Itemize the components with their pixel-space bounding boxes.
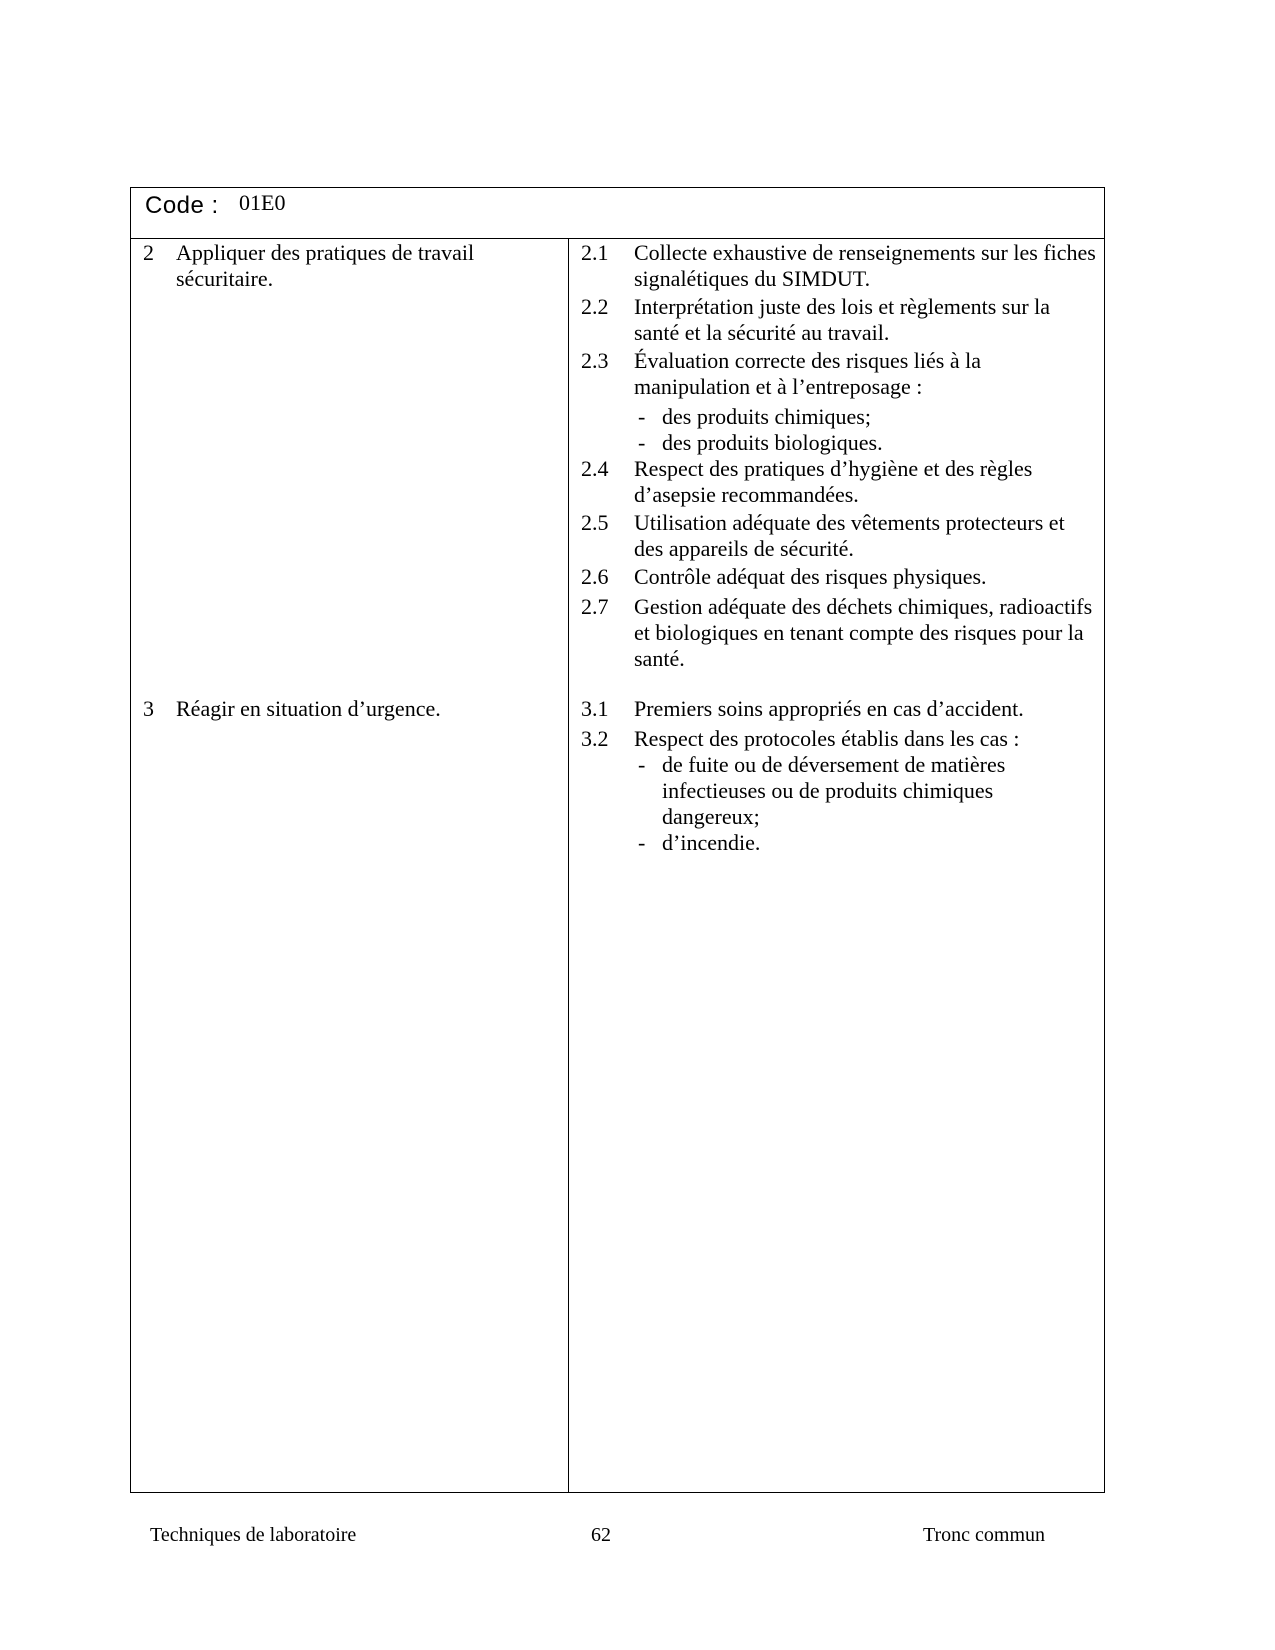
bullet-item xyxy=(634,752,1096,830)
criterion-text: Gestion adéquate des déchets chimiques, radioactifs et biologiques en tenant compte des risques pour la santé. xyxy=(634,594,1093,671)
code-row xyxy=(131,188,1104,239)
competency-number: 3 xyxy=(143,696,154,721)
bullet-item xyxy=(634,830,1096,856)
bullet-item xyxy=(634,404,1096,430)
criterion-text: Respect des pratiques d’hygiène et des règles d’asepsie recommandées. xyxy=(634,456,1033,507)
criterion-item xyxy=(581,294,1096,346)
criterion-item xyxy=(581,594,1096,672)
criterion-number: 2.6 xyxy=(581,564,609,589)
bullet-text: d’incendie. xyxy=(662,830,761,855)
bullet-dash: - xyxy=(638,430,646,455)
code-value: 01E0 xyxy=(239,190,286,215)
criterion-bullets xyxy=(634,404,1096,456)
criterion-item xyxy=(581,348,1096,456)
criterion-item xyxy=(581,456,1096,508)
competency-text: Réagir en situation d’urgence. xyxy=(176,696,441,721)
criterion-number: 2.7 xyxy=(581,594,609,619)
criterion-item xyxy=(581,696,1096,722)
criterion-number: 2.5 xyxy=(581,510,609,535)
criterion-item xyxy=(581,240,1096,292)
bullet-dash: - xyxy=(638,830,646,855)
bullet-text: des produits chimiques; xyxy=(662,404,871,429)
page-number: 62 xyxy=(591,1524,611,1546)
criterion-number: 2.1 xyxy=(581,240,609,265)
footer-section: Tronc commun xyxy=(923,1524,1046,1546)
criterion-number: 2.3 xyxy=(581,348,609,373)
competency-text: Appliquer des pratiques de travail sécuritaire. xyxy=(176,240,475,291)
bullet-text: des produits biologiques. xyxy=(662,430,883,455)
criterion-text: Respect des protocoles établis dans les cas : xyxy=(634,726,1020,751)
criterion-item xyxy=(581,510,1096,562)
criterion-text: Premiers soins appropriés en cas d’accident. xyxy=(634,696,1024,721)
bullet-item xyxy=(634,430,1096,456)
criterion-text: Interprétation juste des lois et règlements sur la santé et la sécurité au travail. xyxy=(634,294,1051,345)
criterion-bullets xyxy=(634,752,1096,856)
bullet-text: de fuite ou de déversement de matières infectieuses ou de produits chimiques dangereux; xyxy=(662,752,1006,829)
competency-item xyxy=(143,696,563,722)
competency-item xyxy=(143,240,563,292)
criterion-number: 2.2 xyxy=(581,294,609,319)
criterion-number: 3.1 xyxy=(581,696,609,721)
criterion-number: 2.4 xyxy=(581,456,609,481)
column-divider xyxy=(568,238,569,1492)
criterion-text: Contrôle adéquat des risques physiques. xyxy=(634,564,987,589)
bullet-dash: - xyxy=(638,752,646,777)
competency-table xyxy=(130,187,1105,1493)
criterion-text: Utilisation adéquate des vêtements protecteurs et des appareils de sécurité. xyxy=(634,510,1065,561)
criterion-text: Évaluation correcte des risques liés à la manipulation et à l’entreposage : xyxy=(634,348,981,399)
criterion-number: 3.2 xyxy=(581,726,609,751)
criterion-item xyxy=(581,564,1096,590)
code-label: Code : xyxy=(145,192,219,219)
criterion-item xyxy=(581,726,1096,856)
footer-program: Techniques de laboratoire xyxy=(150,1524,357,1546)
competency-number: 2 xyxy=(143,240,154,265)
bullet-dash: - xyxy=(638,404,646,429)
criterion-text: Collecte exhaustive de renseignements sur les fiches signalétiques du SIMDUT. xyxy=(634,240,1096,291)
